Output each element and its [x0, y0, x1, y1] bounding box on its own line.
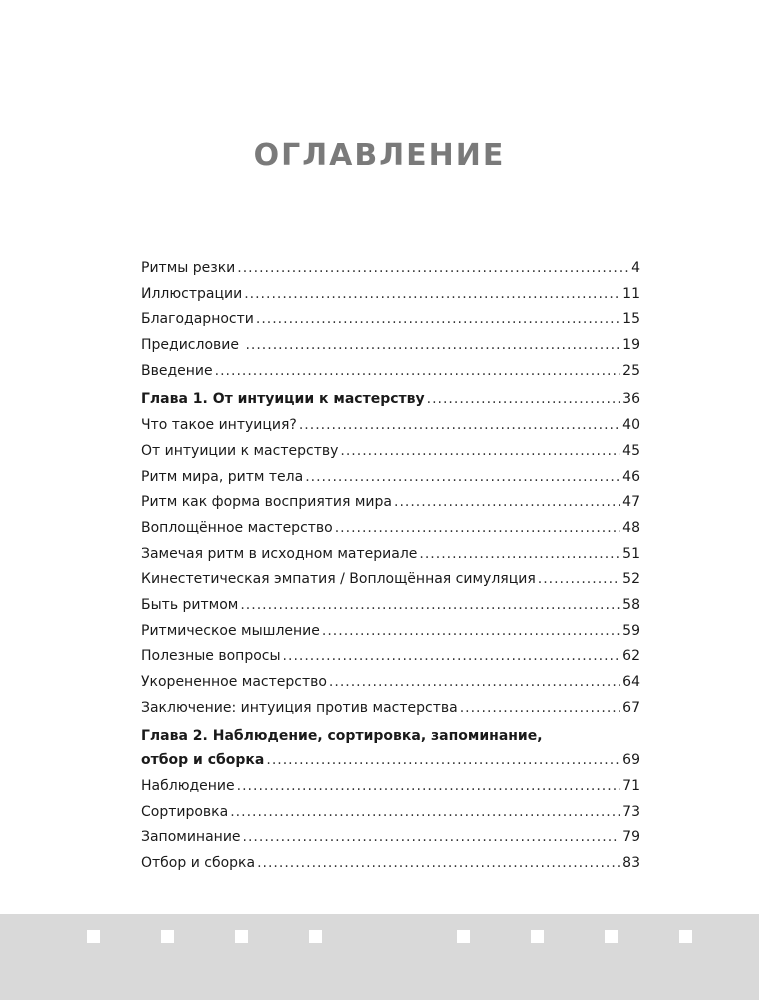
toc-page-number: 67	[622, 699, 640, 716]
toc-leader-dots	[419, 544, 620, 564]
toc-page-number: 59	[622, 622, 640, 639]
toc-page-number: 51	[622, 545, 640, 562]
toc-entry-title: Иллюстрации	[141, 285, 243, 302]
toc-entry-title: Ритмы резки	[141, 260, 236, 276]
toc-entry-title: Отбор и сборка	[141, 855, 256, 872]
toc-page-number: 79	[622, 829, 640, 846]
toc-page-number: 19	[622, 337, 640, 354]
toc-entry-title: Заключение: интуиция против мастерства	[141, 699, 458, 716]
toc-entry	[141, 335, 640, 361]
toc-leader-dots	[538, 569, 620, 589]
band-square	[605, 930, 618, 943]
toc-leader-dots	[244, 284, 620, 304]
toc-leader-dots	[283, 646, 621, 666]
toc-chapter-heading-continued	[141, 750, 640, 776]
toc-page-number: 69	[622, 752, 640, 769]
toc-leader-dots	[266, 750, 620, 770]
toc-leader-dots	[257, 853, 620, 873]
toc-leader-dots	[322, 621, 620, 641]
toc-entry	[141, 361, 640, 387]
toc-entry-title: Ритм как форма восприятия мира	[141, 494, 392, 511]
toc-page-number: 73	[622, 803, 640, 820]
band-square	[87, 930, 100, 943]
toc-page-number: 45	[622, 442, 640, 459]
toc-entry-title: Благодарности	[141, 311, 254, 328]
toc-leader-dots	[335, 518, 620, 538]
bottom-decorative-band	[0, 914, 759, 1000]
toc-entry-title: Предисловие	[141, 337, 244, 354]
toc-entry	[141, 415, 640, 441]
toc-entry	[141, 672, 640, 698]
toc-entry	[141, 698, 640, 724]
toc-page-number: 4	[631, 260, 640, 276]
toc-leader-dots	[329, 672, 620, 692]
toc-entry	[141, 595, 640, 621]
toc-entry-title: Укорененное мастерство	[141, 674, 327, 690]
toc-entry-title: Что такое интуиция?	[141, 417, 297, 434]
band-square	[309, 930, 322, 943]
toc-entry	[141, 776, 640, 802]
toc-page-number: 83	[622, 855, 640, 872]
toc-entry	[141, 309, 640, 335]
toc-entry-title: Быть ритмом	[141, 596, 239, 613]
toc-entry-title: Сортировка	[141, 803, 229, 820]
band-square	[457, 930, 470, 943]
toc-entry-title: Введение	[141, 362, 213, 379]
toc-leader-dots	[305, 467, 620, 487]
toc-entry-title: Воплощённое мастерство	[141, 519, 333, 536]
band-square	[531, 930, 544, 943]
toc-page-number: 11	[622, 285, 640, 302]
toc-leader-dots	[394, 492, 620, 512]
toc-entry-title: От интуиции к мастерству	[141, 442, 339, 459]
toc-entry	[141, 441, 640, 467]
toc-entry-title: Наблюдение	[141, 778, 235, 795]
toc-page-number: 62	[622, 648, 640, 665]
toc-leader-dots	[460, 698, 620, 718]
toc-chapter-title-line2: отбор и сборка	[141, 752, 265, 769]
toc-page-number: 47	[622, 494, 640, 511]
toc-leader-dots	[340, 441, 620, 461]
toc-entry	[141, 544, 640, 570]
toc-chapter-title: Глава 1. От интуиции к мастерству	[141, 391, 425, 408]
toc-entry-title: Запоминание	[141, 829, 241, 846]
toc-entry	[141, 492, 640, 518]
toc-entry	[141, 827, 640, 853]
toc-leader-dots	[237, 258, 629, 278]
toc-page-number: 15	[622, 311, 640, 328]
toc-leader-dots	[230, 802, 620, 822]
toc-entry	[141, 258, 640, 284]
band-square	[161, 930, 174, 943]
toc-page-number: 40	[622, 417, 640, 434]
toc-entry	[141, 646, 640, 672]
toc-entry	[141, 518, 640, 544]
toc-page-number: 25	[622, 362, 640, 379]
toc-entry-title: Ритм мира, ритм тела	[141, 468, 304, 485]
toc-entry-title: Ритмическое мышление	[141, 622, 320, 639]
toc-leader-dots	[240, 595, 620, 615]
toc-entry-title: Кинестетическая эмпатия / Воплощённая симуляция	[141, 571, 536, 588]
toc-page-number: 71	[622, 778, 640, 795]
band-square	[679, 930, 692, 943]
toc-leader-dots	[215, 361, 621, 381]
toc-page-number: 58	[622, 596, 640, 613]
toc-page-number: 48	[622, 519, 640, 536]
toc-leader-dots	[243, 827, 621, 847]
toc-leader-dots	[256, 309, 620, 329]
toc-entry-title: Замечая ритм в исходном материале	[141, 545, 418, 562]
toc-page-number: 52	[622, 571, 640, 588]
table-of-contents	[141, 258, 640, 879]
page-title: ОГЛАВЛЕНИЕ	[253, 138, 506, 173]
toc-page-number: 36	[622, 391, 640, 408]
toc-chapter-heading	[141, 726, 640, 750]
toc-leader-dots	[245, 335, 620, 355]
toc-entry	[141, 853, 640, 879]
toc-page-number: 46	[622, 468, 640, 485]
toc-page-number: 64	[622, 674, 640, 690]
toc-leader-dots	[299, 415, 620, 435]
toc-leader-dots	[237, 776, 621, 796]
toc-entry	[141, 802, 640, 828]
toc-entry	[141, 284, 640, 310]
toc-leader-dots	[427, 389, 621, 409]
toc-chapter-heading	[141, 389, 640, 415]
toc-chapter-title-line1: Глава 2. Наблюдение, сортировка, запоминание,	[141, 728, 543, 745]
toc-entry-title: Полезные вопросы	[141, 648, 281, 665]
toc-entry	[141, 621, 640, 647]
toc-entry	[141, 467, 640, 493]
toc-entry	[141, 569, 640, 595]
band-square	[235, 930, 248, 943]
